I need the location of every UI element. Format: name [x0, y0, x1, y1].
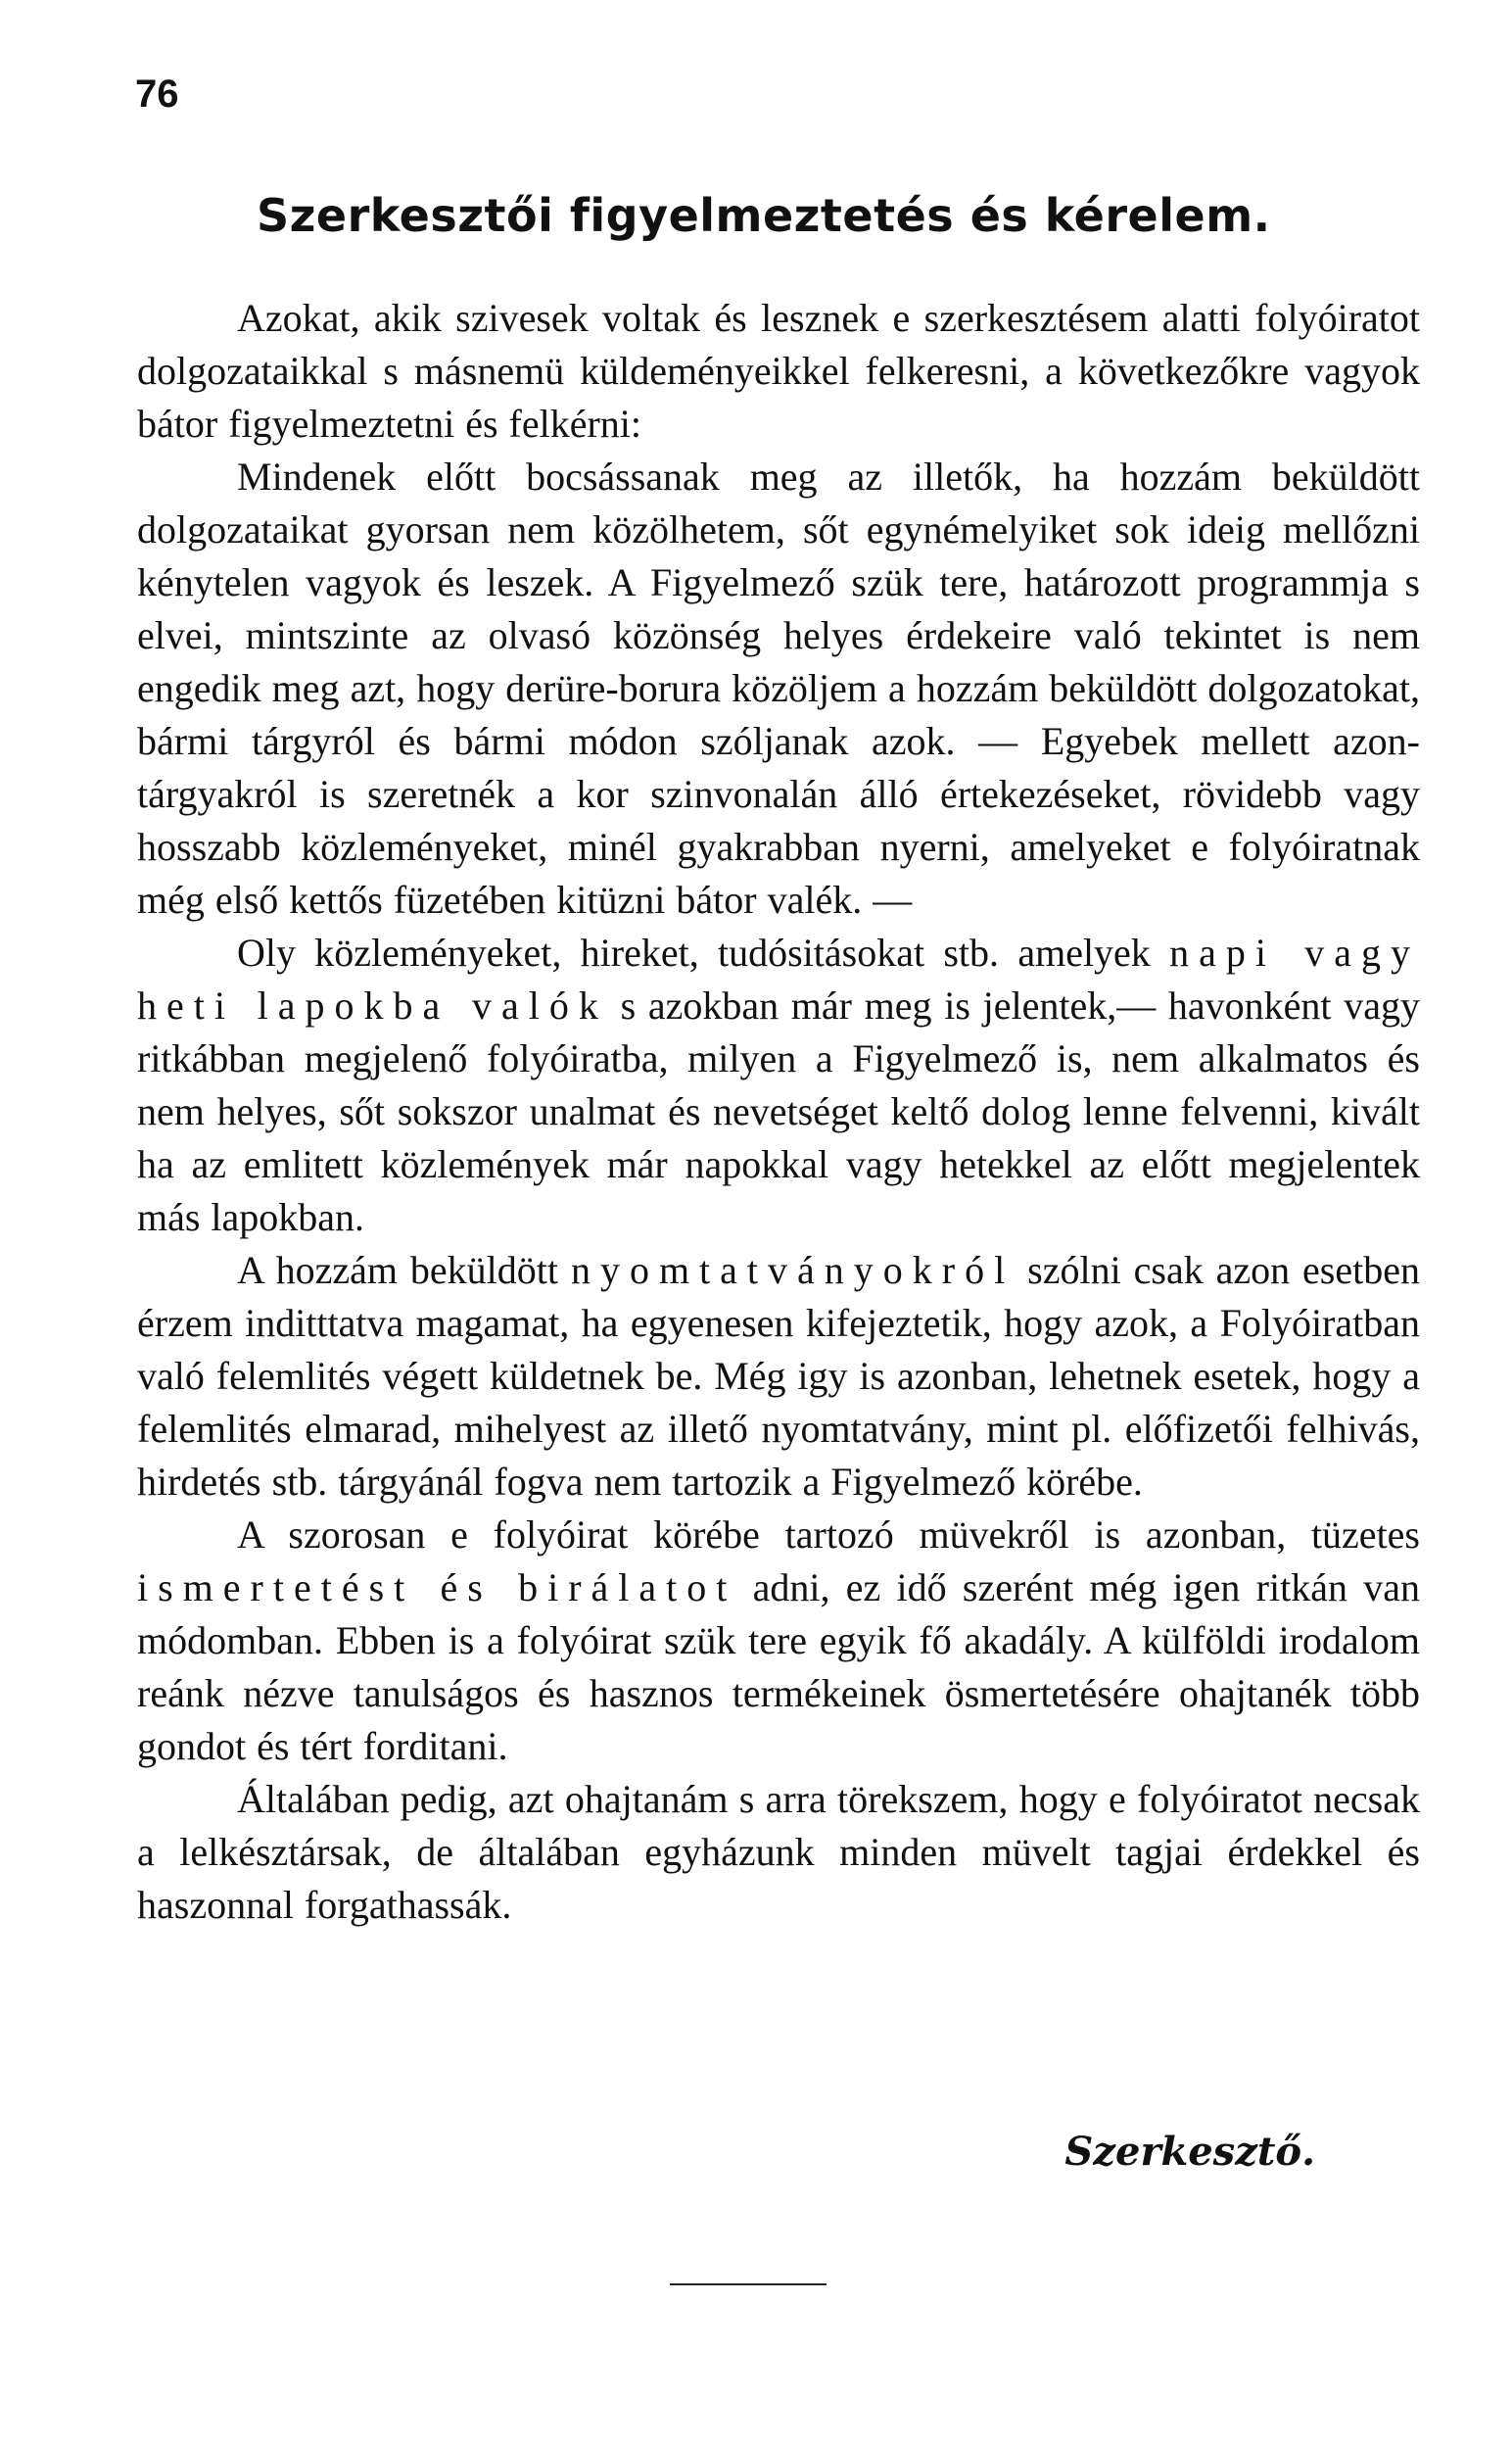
- paragraph: Általában pedig, azt ohajtanám s arra törekszem, hogy e folyóiratot necsak a lelkésztársak, de általában egyházunk minden müvelt tagjai érdekkel és haszonnal forgathassák.: [137, 1777, 1420, 1927]
- paragraph: [137, 1244, 1420, 1509]
- paragraph: [137, 1509, 1420, 1773]
- paragraph-text: A hozzám beküldött: [237, 1248, 571, 1292]
- paragraph-text: szólni csak azon esetben érzem inditttatva magamat, ha egyenesen kifejeztetik, hogy azok, a Folyóiratban való felemlités végett küldetnek be. Még igy is azonban, lehetnek esetek, hogy a felemlités elmarad, mihelyest az illető nyomtatvány, mint pl. előfizetői felhivás, hirdetés stb. tárgyánál fogva nem tartozik a Figyelmező körébe.: [137, 1248, 1420, 1504]
- emphasized-text: ismertetést és birálatot: [137, 1565, 737, 1609]
- end-divider: [670, 2283, 827, 2285]
- paragraph: [137, 927, 1420, 1244]
- paragraph: Azokat, akik szivesek voltak és lesznek e szerkesztésem alatti folyóiratot dolgozataikkal s másnemü küldeményeikkel felkeresni, a következőkre vagyok bátor figyelmeztetni és felkérni:: [137, 296, 1420, 446]
- page-number: 76: [135, 72, 179, 116]
- paragraph-text: adni, ez idő szerént még igen ritkán van módomban. Ebben is a folyóirat szük tere egyik fő akadály. A külföldi irodalom reánk nézve tanulságos és hasznos termékeinek ösmertetésére ohajtanék több gondot és tért forditani.: [137, 1565, 1420, 1768]
- article-body: [137, 292, 1420, 1932]
- paragraph-text: Oly közleményeket, hireket, tudósitásokat stb. amelyek: [237, 931, 1170, 975]
- paragraph-text: A szorosan e folyóirat körébe tartozó müvekről is azonban, tüzetes: [237, 1512, 1420, 1557]
- paragraph-text: s azokban már meg is jelentek,— havonként vagy ritkábban megjelenő folyóiratba, milyen a Figyelmező is, nem alkalmatos és nem helyes, sőt sokszor unalmat és nevetséget keltő dolog lenne felvenni, kivált ha az emlitett közlemények már napokkal vagy hetekkel az előtt megjelentek más lapokban.: [137, 983, 1421, 1239]
- emphasized-text: nyomtatványokról: [570, 1248, 1016, 1292]
- paragraph: Mindenek előtt bocsássanak meg az illetők, ha hozzám beküldött dolgozataikat gyorsan nem közölhetem, sőt egynémelyiket sok ideig mellőzni kénytelen vagyok és leszek. A Figyelmező szük tere, határozott programmja s elvei, mintszinte az olvasó közönség helyes érdekeire való tekintet is nem engedik meg azt, hogy derüre-borura közöljem a hozzám beküldött dolgozatokat, bármi tárgyról és bármi módon szóljanak azok. — Egyebek mellett azon-tárgyakról is szeretnék a kor szinvonalán álló értekezéseket, rövidebb vagy hosszabb közleményeket, minél gyakrabban nyerni, amelyeket e folyóiratnak még első kettős füzetében kitüzni bátor valék. —: [137, 455, 1420, 922]
- page-title: Szerkesztői figyelmeztetés és kérelem.: [257, 189, 1271, 242]
- signature: Szerkesztő.: [1064, 2129, 1315, 2175]
- emphasized-text: napi vagy heti lapokba valók: [137, 931, 1420, 1028]
